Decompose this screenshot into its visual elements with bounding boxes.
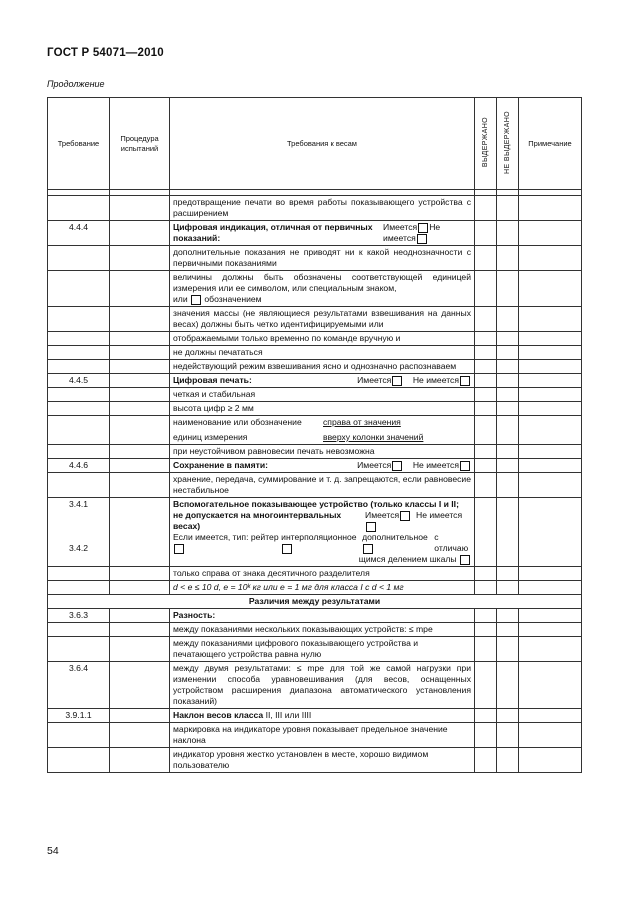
requirements-table [47,97,582,773]
col-failed: НЕ ВЫДЕРЖАНО [497,98,519,190]
table-row: d < e ≤ 10 d, e = 10ᵏ кг или e = 1 мг для класса I с d < 1 мг [48,581,582,595]
page-number: 54 [47,845,59,857]
table-row: между показаниями нескольких показывающих устройств: ≤ mpe [48,623,582,637]
table-row: величины должны быть обозначены соответствующей единицей измерения или ее символом, или специальным знаком, или обозначением [48,271,582,307]
checkbox-distinct-division[interactable] [460,555,470,565]
col-passed: ВЫДЕРЖАНО [475,98,497,190]
table-row: 4.4.6 Сохранение в памяти: Имеется Не имеется [48,459,582,473]
document-header: ГОСТ Р 54071—2010 [47,47,164,59]
col-procedure: Процедура испытаний [110,98,170,190]
table-row: 3.6.3 Разность: [48,609,582,623]
table-row: 3.6.4 между двумя результатами: ≤ mpe для той же самой нагрузки при изменении способа уравновешивания (для весов, оснащенных устройством расширения диапазона автоматического установления показаний) [48,662,582,709]
table-row: высота цифр ≥ 2 мм [48,402,582,416]
checkbox-absent[interactable] [460,461,470,471]
table-row: только справа от знака десятичного разделителя [48,567,582,581]
checkbox-present[interactable] [392,461,402,471]
table-row: между показаниями цифрового показывающего устройства и печатающего устройства равна нулю [48,637,582,662]
checkbox-other-symbol[interactable] [191,295,201,305]
col-requirements: Требования к весам [170,98,475,190]
checkbox-interpolation[interactable] [282,544,292,554]
checkbox-absent[interactable] [417,234,427,244]
checkbox-absent[interactable] [366,522,376,532]
table-row: 3.9.1.1 Наклон весов класса II, III или IIII [48,709,582,723]
table-row: 4.4.4 Цифровая индикация, отличная от первичных показаний: Имеется Не имеется [48,221,582,246]
section-title: Различия между результатами [48,595,582,609]
table-row: индикатор уровня жестко установлен в месте, хорошо видимом пользователю [48,748,582,773]
table-row: предотвращение печати во время работы показывающего устройства с расширением [48,196,582,221]
table-row: наименование или обозначение справа от значения единиц измерения вверху колонки значений [48,416,582,445]
table-row: 3.4.1 3.4.2 Вспомогательное показывающее устройство (только классы I и II; не допускается на многоинтервальных весах) Имеется Не имеется Если имеется, тип: рейтер интерполяционное дополнительное с отличаю щимся делением шкалы [48,498,582,567]
checkbox-absent[interactable] [460,376,470,386]
checkbox-present[interactable] [418,223,428,233]
table-row: отображаемыми только временно по команде вручную и [48,332,582,346]
continuation-label: Продолжение [47,79,105,89]
table-row: при неустойчивом равновесии печать невозможна [48,445,582,459]
table-header-row [48,98,582,190]
table-row: не должны печататься [48,346,582,360]
table-row: дополнительные показания не приводят ни к какой неоднозначности с первичными показаниями [48,246,582,271]
col-note: Примечание [519,98,582,190]
table-row: маркировка на индикаторе уровня показывает предельное значение наклона [48,723,582,748]
checkbox-present[interactable] [400,511,410,521]
checkbox-rider[interactable] [174,544,184,554]
table-row: четкая и стабильная [48,388,582,402]
checkbox-present[interactable] [392,376,402,386]
col-requirement: Требование [48,98,110,190]
table-row: хранение, передача, суммирование и т. д. запрещаются, если равновесие нестабильное [48,473,582,498]
table-row: 4.4.5 Цифровая печать: Имеется Не имеется [48,374,582,388]
table-row: недействующий режим взвешивания ясно и однозначно распознаваем [48,360,582,374]
table-row: значения массы (не являющиеся результатами взвешивания на данных весах) должны быть четко идентифицируемыми или [48,307,582,332]
checkbox-additional[interactable] [363,544,373,554]
section-row [48,595,582,609]
